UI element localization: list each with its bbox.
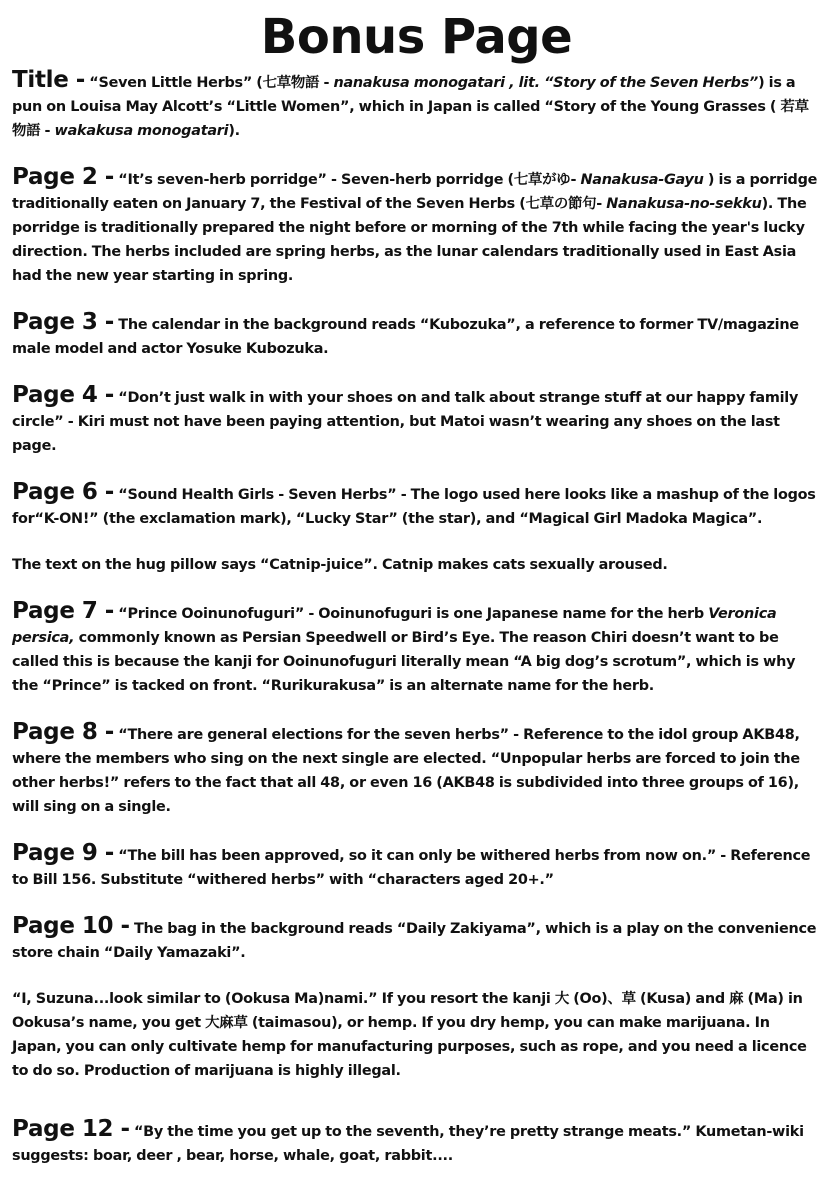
- note-heading: Page 8 -: [12, 719, 114, 745]
- note-page-6-extra: [12, 553, 821, 577]
- note-italic-text: nanakusa monogatari , lit. “Story of the Seven Herbs”: [333, 75, 759, 91]
- note-page-9: [12, 841, 821, 892]
- note-text: “Don’t just walk in with your shoes on and talk about strange stuff at our happy family circle” - Kiri must not have been paying attention, but Matoi wasn’t wearing any shoes on the last page.: [12, 390, 799, 454]
- note-page-10-extra: [12, 987, 821, 1083]
- note-italic-text: wakakusa monogatari: [54, 123, 229, 139]
- note-text: commonly known as Persian Speedwell or Bird’s Eye. The reason Chiri doesn’t want to be called this is because the kanji for Ooinunofuguri literally mean “A big dog’s scrotum”, which is why the “Prince” is tacked on front. “Rurikurakusa” is an alternate name for the herb.: [12, 630, 796, 694]
- note-text: “Prince Ooinunofuguri” - Ooinunofuguri is one Japanese name for the herb: [118, 606, 709, 622]
- note-heading: Page 12 -: [12, 1116, 130, 1142]
- note-text: “Sound Health Girls - Seven Herbs” - The logo used here looks like a mashup of the logos for“K-ON!” (the exclamation mark), “Lucky Star” (the star), and “Magical Girl Madoka Magica”.: [12, 487, 816, 527]
- note-text: The calendar in the background reads “Kubozuka”, a reference to former TV/magazine male model and actor Yosuke Kubozuka.: [12, 317, 799, 357]
- note-text: ) is a pun on Louisa May Alcott’s “Little Women”, which in Japan is called “Story of the Young Grasses ( 若草物語 -: [12, 75, 809, 139]
- note-page-4: [12, 383, 821, 458]
- note-text: The text on the hug pillow says “Catnip-juice”. Catnip makes cats sexually aroused.: [12, 557, 668, 573]
- note-page-3: [12, 310, 821, 361]
- note-heading: Page 6 -: [12, 479, 114, 505]
- note-text: “I, Suzuna...look similar to (Ookusa Ma)nami.” If you resort the kanji 大 (Oo)、草 (Kusa) and 麻 (Ma) in Ookusa’s name, you get 大麻草 (taimasou), or hemp. If you dry hemp, you can make marijuana. In Japan, you can only cultivate hemp for manufacturing purposes, such as rope, and you need a licence to do so. Production of marijuana is highly illegal.: [12, 991, 807, 1079]
- note-text: “By the time you get up to the seventh, they’re pretty strange meats.” Kumetan-wiki suggests: boar, deer , bear, horse, whale, goat, rabbit....: [12, 1124, 804, 1164]
- note-page-6: [12, 480, 821, 531]
- note-heading: Title -: [12, 67, 86, 93]
- note-page-12: [12, 1117, 821, 1168]
- page-title: Bonus Page: [260, 9, 573, 65]
- note-italic-text: Nanakusa-no-sekku: [606, 196, 762, 212]
- note-text: The bag in the background reads “Daily Zakiyama”, which is a play on the convenience store chain “Daily Yamazaki”.: [12, 921, 817, 961]
- note-italic-text: Nanakusa-Gayu: [580, 172, 704, 188]
- note-text: ) is a porridge traditionally eaten on January 7, the Festival of the Seven Herbs (七草の節句-: [12, 172, 818, 212]
- note-title: [12, 68, 821, 143]
- note-italic-text: Veronica persica,: [12, 606, 777, 646]
- note-text: “There are general elections for the seven herbs” - Reference to the idol group AKB48, where the members who sing on the next single are elected. “Unpopular herbs are forced to join the other herbs!” refers to the fact that all 48, or even 16 (AKB48 is subdivided into three groups of 16), will sing on a single.: [12, 727, 800, 815]
- note-text: “The bill has been approved, so it can only be withered herbs from now on.” - Reference to Bill 156. Substitute “withered herbs” with “characters aged 20+.”: [12, 848, 811, 888]
- note-text: “Seven Little Herbs” (七草物語 -: [89, 75, 334, 91]
- note-heading: Page 9 -: [12, 840, 114, 866]
- note-heading: Page 10 -: [12, 913, 130, 939]
- note-page-8: [12, 720, 821, 819]
- note-heading: Page 3 -: [12, 309, 114, 335]
- note-text: “It’s seven-herb porridge” - Seven-herb porridge (七草がゆ-: [118, 172, 581, 188]
- note-text: ).: [228, 123, 240, 139]
- note-page-2: [12, 165, 821, 288]
- note-page-7: [12, 599, 821, 698]
- note-page-10: [12, 914, 821, 965]
- note-heading: Page 4 -: [12, 382, 114, 408]
- note-heading: Page 7 -: [12, 598, 114, 624]
- note-text: ). The porridge is traditionally prepared the night before or morning of the 7th while facing the year's lucky direction. The herbs included are spring herbs, as the lunar calendars traditionally used in East Asia had the new year starting in spring.: [12, 196, 807, 284]
- note-heading: Page 2 -: [12, 164, 114, 190]
